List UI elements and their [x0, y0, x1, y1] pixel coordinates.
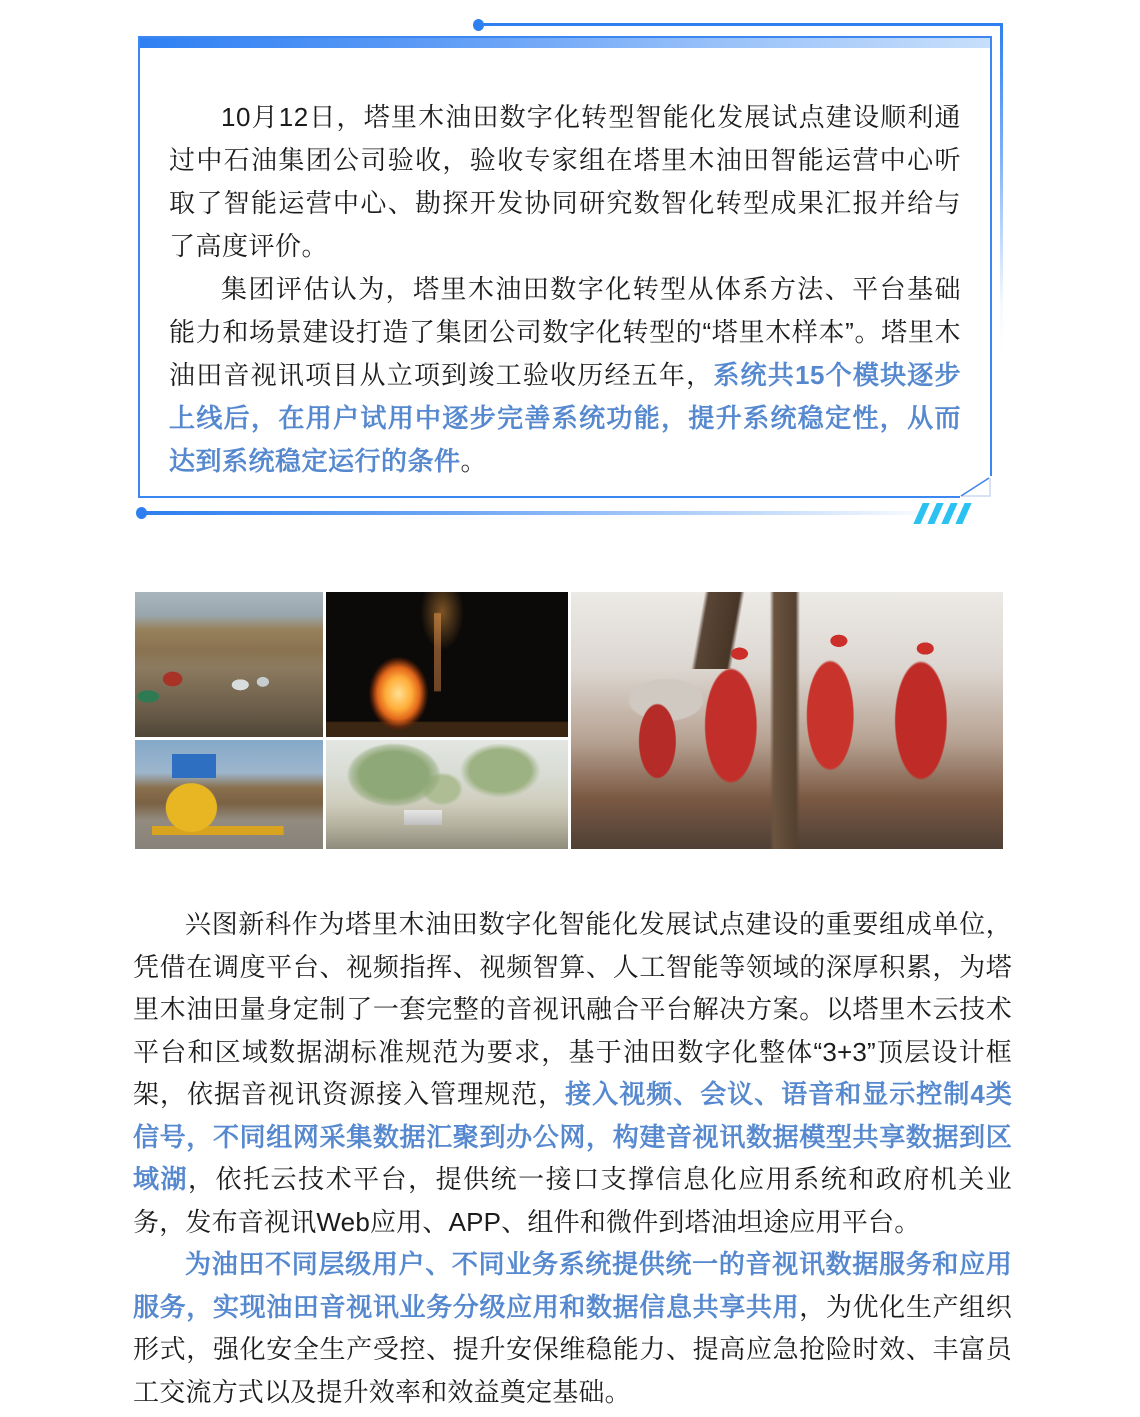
emphasis-text: 接入视频、会议、语音和显示控制4类信号，不同组网采集数据汇聚到办公网，构建音视讯数据模型共享数据到区域湖 — [133, 1079, 1012, 1194]
text-segment: 兴图新科作为塔里木油田数字化智能化发展试点建设的重要组成单位，凭借在调度平台、视频指挥、视频智算、人工智能等领域的深厚积累，为塔里木油田量身定制了一套完整的音视讯融合平台解决方案。以塔里木云技术平台和区域数据湖标准规范为要求，基于油田数字化整体“3+3”顶层设计框架，依据音视讯资源接入管理规范， — [133, 909, 1012, 1109]
decor-vline-fade — [1000, 23, 1003, 353]
street-trees-city-photo — [326, 740, 568, 849]
night-drilling-rig-flare-photo — [326, 592, 568, 737]
decor-dot-bottom — [136, 507, 147, 519]
highlight-box-text — [140, 48, 990, 483]
red-uniform-rig-workers-photo — [571, 592, 1003, 849]
body-paragraph-1 — [133, 903, 1012, 1243]
body-paragraph-2 — [133, 1243, 1012, 1413]
decor-dot-top — [473, 19, 484, 31]
slash-mark — [913, 503, 929, 524]
photo-collage — [135, 592, 1006, 849]
emphasis-text: 为油田不同层级用户、不同业务系统提供统一的音视讯数据服务和应用服务，实现油田音视讯业务分级应用和数据信息共享共用 — [133, 1249, 1012, 1322]
text-segment: ，为优化生产组织形式，强化安全生产受控、提升安保维稳能力、提高应急抢险时效、丰富员工交流方式以及提升效率和效益奠定基础。 — [133, 1291, 1012, 1407]
text-segment: ，依托云技术平台，提供统一接口支撑信息化应用系统和政府机关业务，发布音视讯Web应用、APP、组件和微件到塔油坦途应用平台。 — [133, 1164, 1012, 1237]
yellow-pipeline-equipment-photo — [135, 740, 323, 849]
slash-mark — [941, 503, 957, 524]
text-segment: 。 — [460, 446, 488, 476]
desert-oilfield-pumpjack-photo — [135, 592, 323, 737]
slash-marks — [918, 503, 974, 524]
bottom-decor — [0, 495, 1140, 540]
text-segment: 集团评估认为，塔里木油田数字化转型从体系方法、平台基础能力和场景建设打造了集团公司数字化转型的“塔里木样本”。塔里木油田音视讯项目从立项到竣工验收历经五年， — [169, 274, 961, 390]
decor-hline-bottom — [144, 511, 920, 515]
slash-mark — [955, 503, 971, 524]
box-paragraph-2 — [169, 268, 961, 483]
decor-hline-top — [479, 23, 1003, 26]
highlight-box — [138, 36, 992, 498]
body-text — [133, 903, 1012, 1413]
text-segment: 10月12日，塔里木油田数字化转型智能化发展试点建设顺利通过中石油集团公司验收，验收专家组在塔里木油田智能运营中心听取了智能运营中心、勘探开发协同研究数智化转型成果汇报并给与了高度评价。 — [169, 102, 961, 261]
box-paragraph-1 — [169, 96, 961, 268]
slash-mark — [927, 503, 943, 524]
gradient-bar — [140, 38, 990, 48]
emphasis-text: 系统共15个模块逐步上线后，在用户试用中逐步完善系统功能，提升系统稳定性，从而达到系统稳定运行的条件 — [169, 360, 961, 476]
corner-cut-decoration — [960, 476, 992, 498]
